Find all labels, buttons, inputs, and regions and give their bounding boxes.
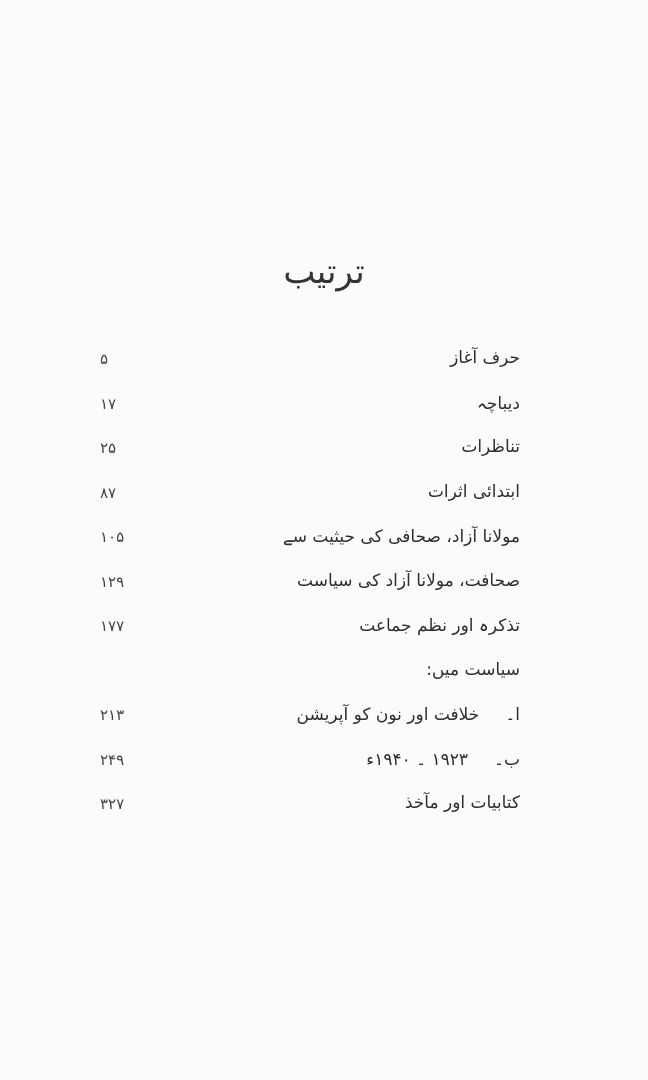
toc-entry-page: ۱۰۵ <box>100 528 125 546</box>
contents-heading: ترتیب <box>283 252 365 292</box>
toc-entry-page: ۲۴۹ <box>100 750 125 769</box>
toc-entry-title: ابتدائی اثرات <box>427 481 520 502</box>
toc-subentry <box>100 741 520 786</box>
toc-entry <box>100 607 520 652</box>
toc-entry-title <box>366 749 520 770</box>
toc-entry-title: صحافت، مولانا آزاد کی سیاست <box>297 570 520 591</box>
toc-entry-title: سیاست میں: <box>426 659 520 680</box>
toc-entry-title: تذکرہ اور نظم جماعت <box>359 616 520 636</box>
toc-entry-page: ۱۷ <box>100 394 117 413</box>
toc-entry <box>100 340 520 385</box>
toc-entry-page: ۵ <box>100 350 109 368</box>
toc-entry <box>100 474 520 519</box>
toc-entry <box>100 429 520 474</box>
toc-entry-title <box>297 704 520 725</box>
toc-entry-page: ۳۲۷ <box>100 795 125 813</box>
toc-entry-page: ۱۷۷ <box>100 617 125 635</box>
toc-subentry-title: ۱۹۲۳ ۔ ۱۹۴۰ء <box>366 749 469 770</box>
toc-subentry-title: خلافت اور نون کو آپریشن <box>296 705 480 725</box>
toc-entry-title: کتابیات اور مآخذ <box>404 793 520 813</box>
toc-subentry <box>100 696 520 741</box>
toc-section-heading <box>100 652 520 697</box>
toc-entry-title: تناظرات <box>461 437 520 457</box>
toc-subentry-marker: ب۔ <box>494 749 520 770</box>
toc-entry-title: مولانا آزاد، صحافی کی حیثیت سے <box>282 527 520 547</box>
toc-entry-page: ۸۷ <box>100 483 117 502</box>
table-of-contents <box>100 340 520 830</box>
toc-entry-title: دیباچہ <box>476 393 520 414</box>
toc-entry-title: حرف آغاز <box>450 348 520 368</box>
toc-entry-page: ۲۱۳ <box>100 706 125 724</box>
toc-entry <box>100 785 520 830</box>
toc-entry <box>100 563 520 608</box>
toc-entry <box>100 385 520 430</box>
toc-subentry-marker: ا۔ <box>505 705 520 725</box>
toc-entry-page: ۱۲۹ <box>100 572 125 591</box>
toc-entry-page: ۲۵ <box>100 439 117 457</box>
toc-entry <box>100 518 520 563</box>
